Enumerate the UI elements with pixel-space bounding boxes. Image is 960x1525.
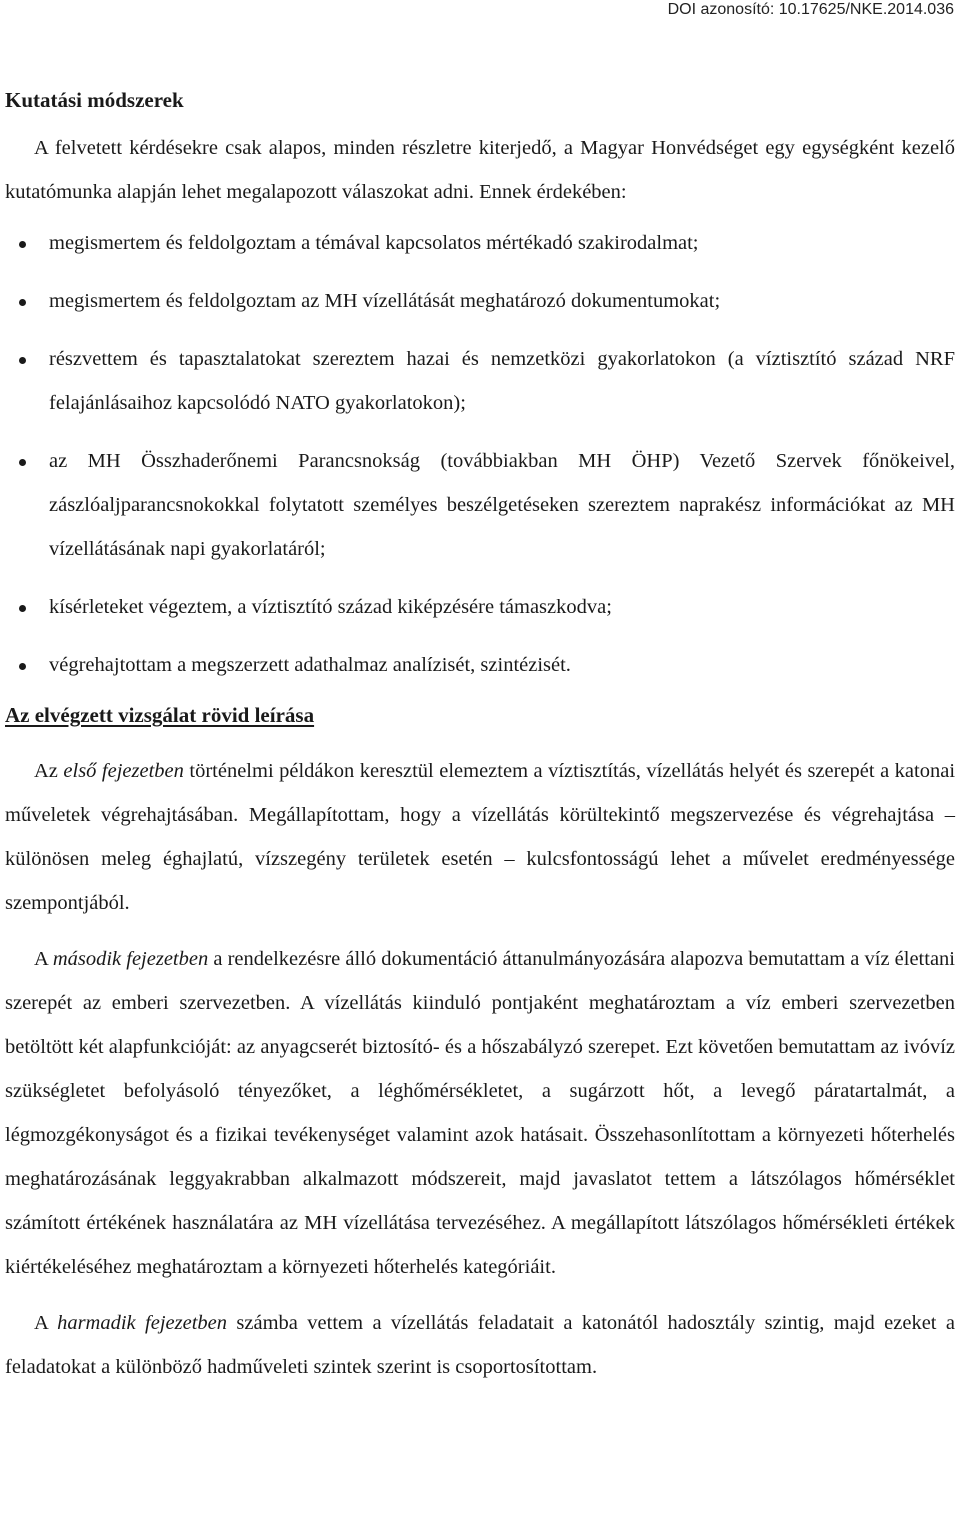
section-research-methods [5, 78, 955, 687]
bullet-icon [19, 605, 26, 612]
bullet-icon [19, 459, 26, 466]
list-item-text: kísérleteket végeztem, a víztisztító század kiképzésére támaszkodva; [49, 596, 612, 618]
document-page [5, 78, 955, 1401]
list-item [5, 221, 955, 265]
bullet-icon [19, 299, 26, 306]
chapter-reference: harmadik fejezetben [57, 1312, 228, 1334]
methods-list [5, 221, 955, 687]
section-title-study-description: Az elvégzett vizsgálat rövid leírása [5, 703, 315, 727]
doi-identifier: DOI azonosító: 10.17625/NKE.2014.036 [667, 1, 954, 18]
list-item [5, 585, 955, 629]
list-item-text: végrehajtottam a megszerzett adathalmaz analízisét, szintézisét. [49, 654, 571, 676]
paragraph-text: Az [34, 760, 64, 782]
intro-paragraph: A felvetett kérdésekre csak alapos, minden részletre kiterjedő, a Magyar Honvédséget egy egységként kezelő kutatómunka alapján lehet megalapozott válaszokat adni. Ennek érdekében: [5, 137, 955, 203]
paragraph-text: történelmi példákon keresztül elemeztem a víztisztítás, vízellátás helyét és szerepét a katonai műveletek végrehajtásában. Megállapítottam, hogy a vízellátás körültekintő megszervezése és végrehajtása – különösen meleg éghajlatú, vízszegény területek esetén – kulcsfontosságú lehet a művelet eredményessége szempontjából. [5, 760, 956, 914]
paragraph-text: A [34, 948, 53, 970]
chapter-reference: második fejezetben [52, 948, 209, 970]
list-item [5, 439, 955, 571]
paragraph-text: A [34, 1312, 58, 1334]
list-item [5, 279, 955, 323]
paragraph-text: számba vettem a vízellátás feladatait a katonától hadosztály szintig, majd ezeket a feladatokat a különböző hadműveleti szintek szerint is csoportosítottam. [5, 1312, 955, 1378]
paragraph-text: a rendelkezésre álló dokumentáció áttanulmányozására alapozva bemutattam a víz élettani szerepét az emberi szervezetben. A vízellátás kiinduló pontjaként meghatároztam a víz emberi szervezetben betöltött két alapfunkcióját: az anyagcserét biztosító- és a hőszabályzó szerepet. Ezt követően bemutattam az ivóvíz szükségletet befolyásoló tényezőket, a léghőmérsékletet, a sugárzott hőt, a levegő páratartalmát, a légmozgékonyságot és a fizikai tevékenységet valamint azok hatásait. Összehasonlítottam a környezeti hőterhelés meghatározásának leggyakrabban alkalmazott módszereit, majd javaslatot tettem a látszólagos hőmérséklet számított értékének használatára az MH vízellátása tervezéséhez. A megállapított látszólagos hőmérsékleti értékek kiértékeléséhez meghatároztam a környezeti hőterhelés kategóriáit. [5, 948, 955, 1278]
list-item-text: megismertem és feldolgoztam az MH vízellátását meghatározó dokumentumokat; [49, 290, 721, 312]
section-title-research-methods: Kutatási módszerek [5, 88, 184, 112]
bullet-icon [19, 663, 26, 670]
bullet-icon [19, 357, 26, 364]
bullet-icon [19, 241, 26, 248]
paragraph-chapter-one [5, 749, 955, 925]
list-item-text: megismertem és feldolgoztam a témával kapcsolatos mértékadó szakirodalmat; [49, 232, 699, 254]
list-item-text: az MH Összhaderőnemi Parancsnokság (továbbiakban MH ÖHP) Vezető Szervek főnökeivel, zászlóaljparancsnokokkal folytatott személyes beszélgetéseken szereztem naprakész információkat az MH vízellátásának napi gyakorlatáról; [49, 450, 955, 560]
list-item [5, 337, 955, 425]
list-item [5, 643, 955, 687]
section-study-description [5, 693, 955, 1389]
list-item-text: részvettem és tapasztalatokat szereztem hazai és nemzetközi gyakorlatokon (a víztisztító század NRF felajánlásaihoz kapcsolódó NATO gyakorlatokon); [49, 348, 955, 414]
chapter-reference: első fejezetben [63, 760, 184, 782]
paragraph-chapter-three [5, 1301, 955, 1389]
paragraph-chapter-two [5, 937, 955, 1289]
